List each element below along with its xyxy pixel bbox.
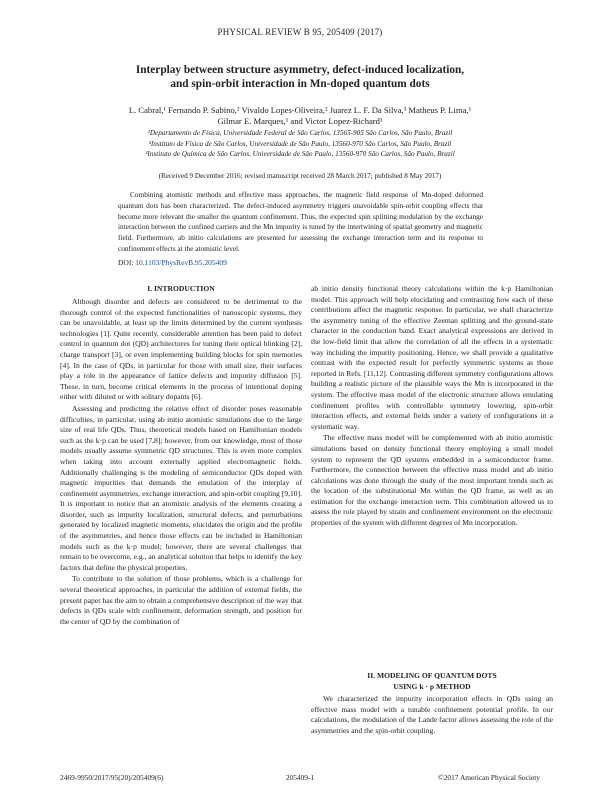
- author-list: [60, 105, 540, 127]
- left-column: [60, 297, 302, 627]
- paragraph: To contribute to the solution of those problems, which is a challenge for several theoretical approaches, in particular the addition of external fields, the present paper has the aim to obtain a comprehensive description of the way that defects in QDs scale with confinement, deformation strength, and position for the center of QD by the combination of: [60, 574, 302, 626]
- affiliation: ²Instituto de Física de São Carlos, Universidade de São Paulo, 13560-970 São Carlos, São Paulo, Brazil: [148, 139, 452, 148]
- doi-label: DOI:: [118, 258, 134, 267]
- right-column-lower: [311, 694, 553, 736]
- received-dates: (Received 9 December 2016; revised manuscript received 28 March 2017; published 8 May 2017): [158, 172, 442, 180]
- paragraph: ab initio density functional theory calculations within the k·p Hamiltonian model. This approach will help elucidating and contrasting how each of these contributions affect the magnetic response. In particular, we shall characterize the asymmetry tuning of the effective Zeeman splitting and the ground-state character in the conduction band. Exact analytical expressions are derived in the low-field limit that allow the correlation of all the effects in a systematic way including the impurity positioning. Hence, we shall provide a qualitative contrast with the expected result for perfectly symmetric systems as those reported in Refs. [11,12]. Contrasting different symmetry configurations allows building a realistic picture of the plausible ways the Mn is incorporated in the system. The effective mass model of the electronic structure allows emulating confinement profiles with controllable symmetry lowering, spin-orbit interaction effects, and external fields under a variety of configurations in a systematic way.: [311, 284, 553, 431]
- footer-issn: 2469-9950/2017/95(20)/205409(6): [60, 773, 164, 782]
- journal-header: PHYSICAL REVIEW B 95, 205409 (2017): [217, 27, 383, 37]
- authors-line: Gilmar E. Marques,¹ and Victor Lopez-Richard¹: [217, 116, 383, 126]
- paragraph: We characterized the impurity incorporation effects in QDs using an effective mass model with a tunable confinement potential profile. In our calculations, the modulation of the Lande factor allows assessing the role of the asymmetries and the spin-orbit coupling.: [311, 694, 553, 735]
- right-column: [311, 284, 553, 529]
- paper-title: [90, 63, 510, 91]
- title-line: and spin-orbit interaction in Mn-doped quantum dots: [170, 78, 430, 90]
- affiliation: ³Instituto de Química de São Carlos, Universidade de São Paulo, 13560-970 São Carlos, São Paulo, Brazil: [145, 150, 455, 158]
- paragraph: Although disorder and defects are considered to be detrimental to the thorough control of the expected functionalities of nanoscopic systems, they can be unavoidable, at least up the limits determined by the current synthesis technologies [1]. Quite recently, considerable attention has been paid to defect control in quantum dot (QD) architectures for tuning their optical blinking [2], charge transport [3], or even implementing building blocks for spin memories [4]. In the case of QDs, in particular for those with small size, their surfaces play a role in the appearance of lattice defects and impurity diffusion [5]. These, in turn, become critical elements in the process of intentional doping either with diluted or with solitary dopants [6].: [60, 297, 302, 402]
- section-title-line: II. MODELING OF QUANTUM DOTS: [367, 671, 497, 680]
- section-title-line: USING k · p METHOD: [393, 682, 471, 691]
- affiliations: [60, 128, 540, 160]
- page-number: 205409-1: [285, 773, 315, 782]
- title-line: Interplay between structure asymmetry, defect-induced localization,: [135, 64, 465, 76]
- copyright: ©2017 American Physical Society: [438, 773, 540, 782]
- affiliation: ¹Departamento de Física, Universidade Federal de São Carlos, 13565-905 São Carlos, São Paulo, Brazil: [147, 129, 453, 137]
- abstract: Combining atomistic methods and effective mass approaches, the magnetic field response of Mn-doped deformed quantum dots has been characterized. The defect-induced asymmetry triggers unavoidable spin-orbit coupling effects that become more relevant the smaller the quantum confinement. Thus, the expected spin splitting modulation by the exchange interaction between the confined carriers and the Mn impurity is tuned by the intertwining of spatial geometry and magnetic field. Furthermore, ab initio calculations are presented for assessing the exchange interaction term and its response to confinement effects at the atomistic level.: [118, 190, 483, 253]
- paragraph: The effective mass model will be complemented with ab initio atomistic simulations based on density functional theory employing a small model system to represent the QD systems embedded in a semiconductor frame. Furthermore, the connection between the effective mass model and ab initio calculations was done through the study of the most important trends such as the location of the substitutional Mn within the QD frame, as well as an estimation for the exchange interaction term. This combination allowed us to assess the role played by strain and confinement environment on the electronic properties of the system with different degrees of Mn incorporation.: [311, 433, 553, 528]
- paragraph: Assessing and predicting the relative effect of disorder poses reasonable difficulties, in particular, using ab initio atomistic simulations due to the large size of real life QDs. Thus, theoretical models based on Hamiltonian models such as the k·p can be used [7,8]; however, from our knowledge, most of those models usually assume symmetric QD structures. This is even more complex when taking into account externally applied electromagnetic fields. Additionally challenging is the modeling of semiconductor QDs doped with magnetic impurities that demands the emulation of the interplay of confinement asymmetries, exchange interaction, and spin-orbit coupling [9,10]. It is important to notice that an atomistic analysis of the elements creating a disorder, such as impurity localization, structural defects, and perturbations generated by localized magnetic moments, elucidates the origin and the profile of the asymmetries, and hence those effects can be included in Hamiltonian models such as the k·p model; however, there are several challenges that remain to be overcome, e.g., an analytical solution that helps to identify the key factors that define the physical properties.: [60, 403, 302, 572]
- section-heading: I. INTRODUCTION: [147, 284, 215, 293]
- section-heading: [311, 670, 553, 692]
- doi-link[interactable]: 10.1103/PhysRevB.95.205409: [135, 258, 227, 267]
- doi-line: [118, 258, 227, 267]
- authors-line: L. Cabral,¹ Fernando P. Sabino,² Vivaldo Lopes-Oliveira,² Juarez L. F. Da Silva,³ Matheus P. Lima,¹: [128, 105, 472, 115]
